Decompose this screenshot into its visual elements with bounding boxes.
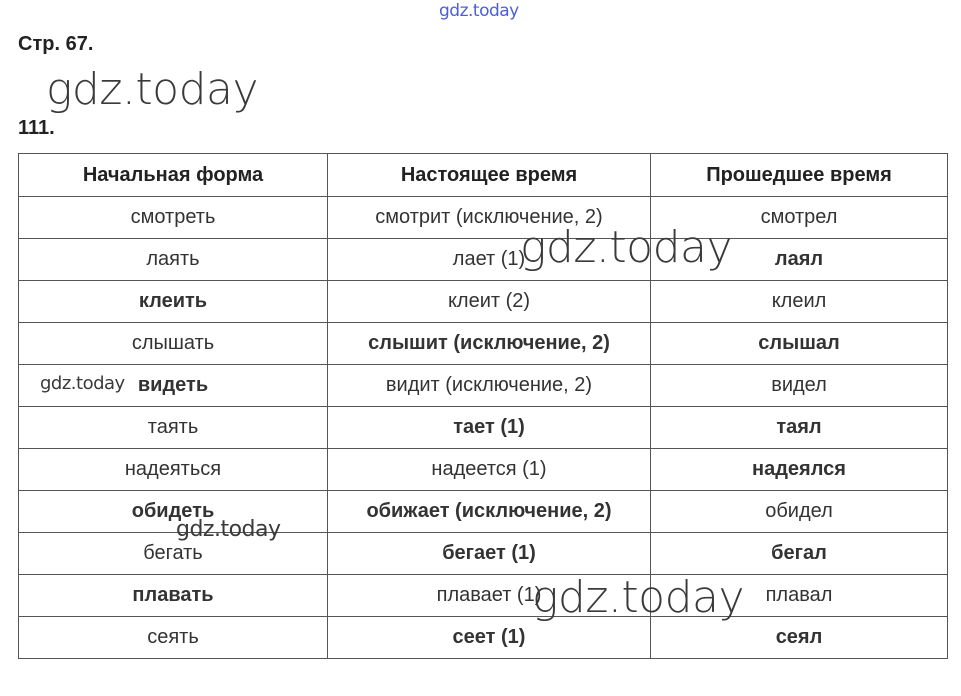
cell-infinitive: лаять [19, 239, 328, 281]
cell-past-tense: надеялся [651, 449, 948, 491]
cell-past-tense: плавал [651, 575, 948, 617]
cell-infinitive: смотреть [19, 197, 328, 239]
page-reference: Стр. 67. [18, 33, 94, 55]
task-number: 111. [18, 117, 55, 139]
table-row [19, 617, 948, 659]
cell-present-tense: плавает (1) [328, 575, 651, 617]
cell-infinitive: видеть [19, 365, 328, 407]
table-row [19, 491, 948, 533]
table-header-row [19, 154, 948, 197]
cell-past-tense: смотрел [651, 197, 948, 239]
cell-infinitive: обидеть [19, 491, 328, 533]
cell-present-tense: смотрит (исключение, 2) [328, 197, 651, 239]
cell-infinitive: сеять [19, 617, 328, 659]
cell-present-tense: слышит (исключение, 2) [328, 323, 651, 365]
table-row [19, 365, 948, 407]
header-past-tense: Прошедшее время [651, 154, 948, 197]
cell-past-tense: таял [651, 407, 948, 449]
table-row [19, 407, 948, 449]
header-infinitive: Начальная форма [19, 154, 328, 197]
cell-present-tense: видит (исключение, 2) [328, 365, 651, 407]
table-row [19, 281, 948, 323]
watermark-large: gdz.today [46, 64, 259, 115]
watermark-large: gdz.today [520, 222, 733, 273]
table-row [19, 323, 948, 365]
cell-present-tense: бегает (1) [328, 533, 651, 575]
table-row [19, 197, 948, 239]
cell-present-tense: клеит (2) [328, 281, 651, 323]
cell-present-tense: обижает (исключение, 2) [328, 491, 651, 533]
table-row [19, 575, 948, 617]
cell-past-tense: сеял [651, 617, 948, 659]
table-row [19, 533, 948, 575]
table-body [19, 197, 948, 659]
cell-infinitive: надеяться [19, 449, 328, 491]
table-row [19, 449, 948, 491]
cell-present-tense: лает (1) [328, 239, 651, 281]
watermark-small: gdz.today [40, 373, 125, 394]
cell-present-tense: надеется (1) [328, 449, 651, 491]
cell-infinitive: клеить [19, 281, 328, 323]
cell-past-tense: лаял [651, 239, 948, 281]
table-row [19, 239, 948, 281]
header-present-tense: Настоящее время [328, 154, 651, 197]
watermark-small: gdz.today [176, 517, 281, 542]
cell-infinitive: плавать [19, 575, 328, 617]
cell-past-tense: обидел [651, 491, 948, 533]
cell-past-tense: слышал [651, 323, 948, 365]
cell-present-tense: тает (1) [328, 407, 651, 449]
verb-conjugation-table [18, 153, 948, 659]
watermark-top: gdz.today [439, 1, 519, 21]
watermark-large: gdz.today [532, 572, 745, 623]
cell-infinitive: бегать [19, 533, 328, 575]
cell-past-tense: клеил [651, 281, 948, 323]
cell-past-tense: бегал [651, 533, 948, 575]
cell-infinitive: таять [19, 407, 328, 449]
cell-past-tense: видел [651, 365, 948, 407]
cell-infinitive: слышать [19, 323, 328, 365]
cell-present-tense: сеет (1) [328, 617, 651, 659]
